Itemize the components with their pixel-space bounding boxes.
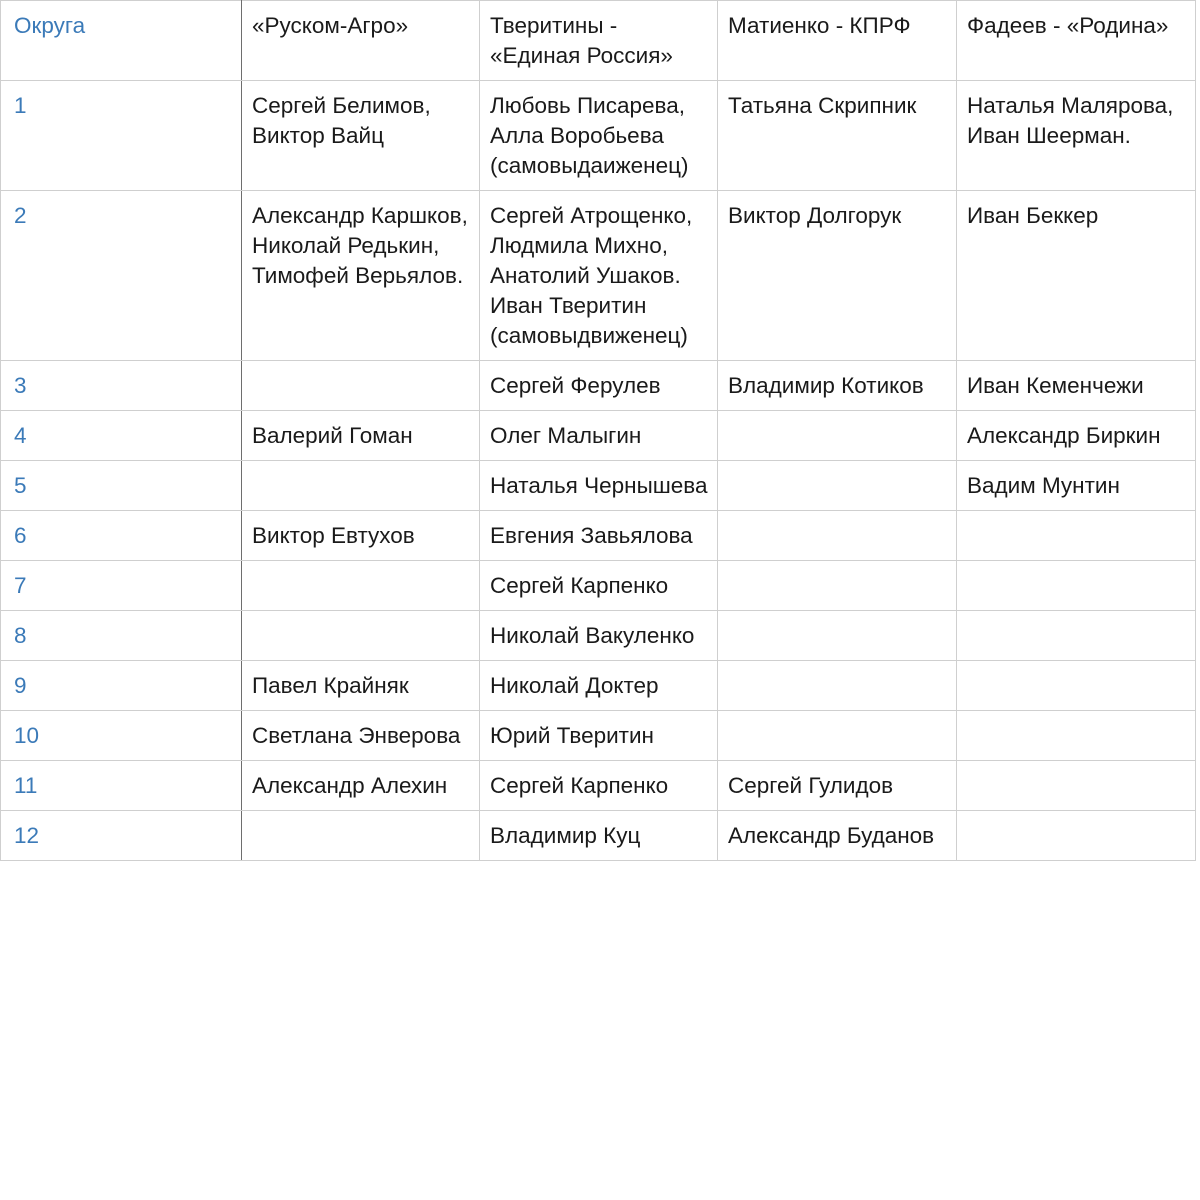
header-ruskom-agro: «Руском-Агро» — [242, 1, 480, 81]
cell-ruskom-agro: Павел Крайняк — [242, 661, 480, 711]
table-row — [1, 811, 1196, 861]
district-number: 6 — [1, 511, 242, 561]
cell-kprf — [718, 561, 957, 611]
cell-kprf: Владимир Котиков — [718, 361, 957, 411]
cell-kprf — [718, 711, 957, 761]
cell-edinaya-rossiya: Юрий Тверитин — [480, 711, 718, 761]
table-row — [1, 661, 1196, 711]
cell-rodina — [957, 511, 1196, 561]
cell-edinaya-rossiya: Николай Вакуленко — [480, 611, 718, 661]
cell-edinaya-rossiya: Олег Малыгин — [480, 411, 718, 461]
district-number: 1 — [1, 81, 242, 191]
table-row — [1, 561, 1196, 611]
table-row — [1, 711, 1196, 761]
cell-kprf — [718, 661, 957, 711]
district-number: 11 — [1, 761, 242, 811]
cell-edinaya-rossiya: Любовь Писарева, Алла Воробьева (самовыдаиженец) — [480, 81, 718, 191]
cell-ruskom-agro — [242, 561, 480, 611]
district-number: 7 — [1, 561, 242, 611]
cell-edinaya-rossiya: Сергей Карпенко — [480, 561, 718, 611]
district-number: 8 — [1, 611, 242, 661]
cell-edinaya-rossiya: Владимир Куц — [480, 811, 718, 861]
district-number: 10 — [1, 711, 242, 761]
cell-rodina: Александр Биркин — [957, 411, 1196, 461]
cell-kprf: Виктор Долгорук — [718, 191, 957, 361]
cell-rodina — [957, 811, 1196, 861]
cell-rodina: Наталья Малярова, Иван Шеерман. — [957, 81, 1196, 191]
header-okruga: Округа — [1, 1, 242, 81]
table-row — [1, 411, 1196, 461]
cell-edinaya-rossiya: Евгения Завьялова — [480, 511, 718, 561]
cell-ruskom-agro: Александр Алехин — [242, 761, 480, 811]
district-number: 12 — [1, 811, 242, 861]
cell-kprf: Татьяна Скрипник — [718, 81, 957, 191]
cell-edinaya-rossiya: Сергей Карпенко — [480, 761, 718, 811]
cell-kprf: Александр Буданов — [718, 811, 957, 861]
cell-rodina: Вадим Мунтин — [957, 461, 1196, 511]
cell-ruskom-agro — [242, 461, 480, 511]
table-row — [1, 191, 1196, 361]
district-number: 2 — [1, 191, 242, 361]
cell-rodina — [957, 761, 1196, 811]
cell-rodina — [957, 661, 1196, 711]
cell-ruskom-agro: Александр Каршков, Николай Редькин, Тимофей Верьялов. — [242, 191, 480, 361]
table-row — [1, 81, 1196, 191]
district-number: 5 — [1, 461, 242, 511]
table-header-row — [1, 1, 1196, 81]
cell-ruskom-agro — [242, 611, 480, 661]
table-row — [1, 611, 1196, 661]
cell-rodina — [957, 611, 1196, 661]
cell-rodina — [957, 711, 1196, 761]
cell-kprf: Сергей Гулидов — [718, 761, 957, 811]
table-row — [1, 461, 1196, 511]
district-number: 9 — [1, 661, 242, 711]
cell-rodina: Иван Беккер — [957, 191, 1196, 361]
cell-kprf — [718, 411, 957, 461]
cell-ruskom-agro: Светлана Энверова — [242, 711, 480, 761]
cell-ruskom-agro — [242, 811, 480, 861]
cell-kprf — [718, 511, 957, 561]
cell-rodina: Иван Кеменчежи — [957, 361, 1196, 411]
cell-rodina — [957, 561, 1196, 611]
cell-ruskom-agro — [242, 361, 480, 411]
cell-edinaya-rossiya: Сергей Атрощенко, Людмила Михно, Анатолий Ушаков. Иван Тверитин (самовыдвиженец) — [480, 191, 718, 361]
cell-edinaya-rossiya: Наталья Чернышева — [480, 461, 718, 511]
district-number: 3 — [1, 361, 242, 411]
cell-ruskom-agro: Виктор Евтухов — [242, 511, 480, 561]
district-number: 4 — [1, 411, 242, 461]
cell-kprf — [718, 611, 957, 661]
header-edinaya-rossiya: Тверитины - «Единая Россия» — [480, 1, 718, 81]
header-rodina: Фадеев - «Родина» — [957, 1, 1196, 81]
cell-edinaya-rossiya: Николай Доктер — [480, 661, 718, 711]
cell-ruskom-agro: Сергей Белимов, Виктор Вайц — [242, 81, 480, 191]
table-row — [1, 761, 1196, 811]
cell-edinaya-rossiya: Сергей Ферулев — [480, 361, 718, 411]
table-row — [1, 511, 1196, 561]
header-kprf: Матиенко - КПРФ — [718, 1, 957, 81]
cell-kprf — [718, 461, 957, 511]
table-row — [1, 361, 1196, 411]
cell-ruskom-agro: Валерий Гоман — [242, 411, 480, 461]
